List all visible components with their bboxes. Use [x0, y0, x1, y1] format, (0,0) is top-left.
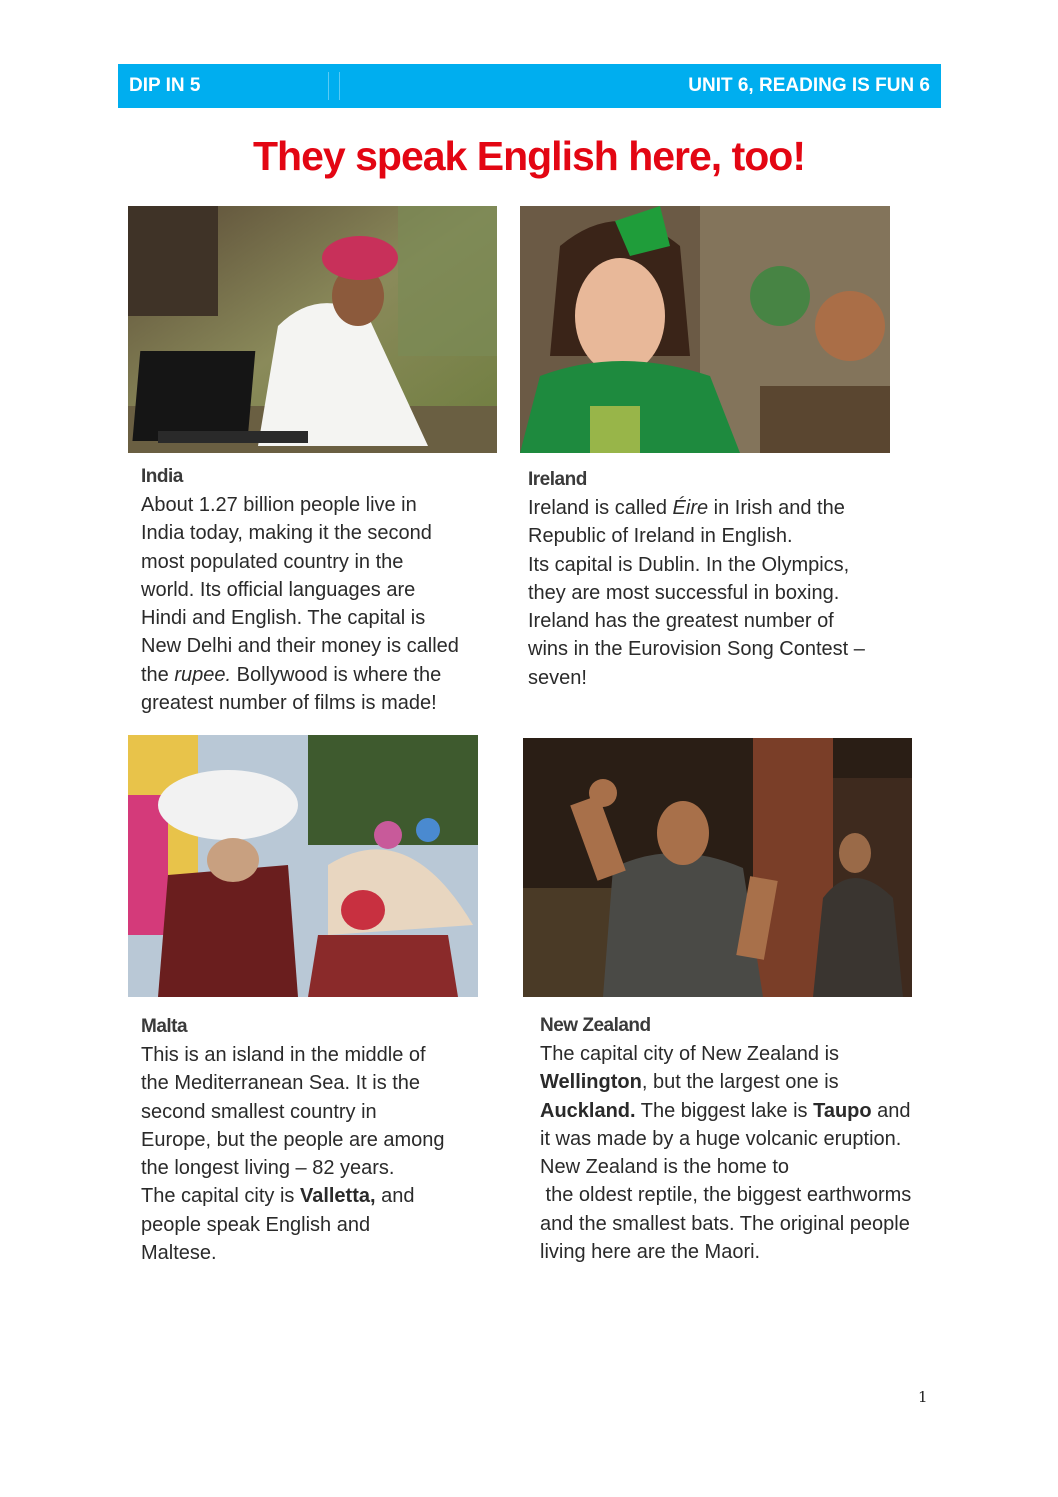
nz-wellington-bold: Wellington — [540, 1071, 642, 1094]
malta-heading: Malta — [141, 1016, 188, 1037]
new-zealand-line: it was made by a huge volcanic eruption. — [540, 1127, 902, 1150]
new-zealand-line — [540, 1097, 911, 1125]
malta-line: Europe, but the people are among — [141, 1128, 445, 1151]
india-section — [141, 463, 459, 717]
india-text: Bollywood is where the — [231, 663, 442, 686]
new-zealand-line: New Zealand is the home to — [540, 1156, 790, 1179]
malta-line — [141, 1182, 445, 1210]
india-line: greatest number of films is made! — [141, 692, 437, 715]
ireland-line: seven! — [528, 666, 587, 689]
malta-photo — [128, 735, 478, 997]
malta-valletta-bold: Valletta, — [299, 1185, 376, 1208]
india-heading: India — [141, 466, 183, 487]
india-line: About 1.27 billion people live in — [141, 494, 417, 516]
malta-line: the Mediterranean Sea. It is the — [141, 1072, 421, 1095]
new-zealand-line: living here are the Maori. — [540, 1241, 761, 1264]
page-number: 1 — [918, 1388, 928, 1406]
ireland-line — [528, 494, 865, 522]
ireland-eire-italic: Éire — [672, 497, 709, 519]
new-zealand-photo — [523, 738, 912, 997]
malta-line: people speak English and — [141, 1213, 371, 1236]
ireland-text: in Irish and the — [708, 497, 845, 519]
india-line: most populated country in the — [141, 550, 404, 573]
new-zealand-line: the oldest reptile, the biggest earthworms — [540, 1184, 912, 1207]
nz-text: and — [871, 1099, 911, 1122]
malta-text: The capital city is — [141, 1185, 300, 1208]
ireland-text: Ireland is called — [528, 497, 673, 519]
malta-line: Maltese. — [141, 1242, 217, 1265]
header-divider — [328, 72, 329, 100]
malta-text: and — [375, 1185, 415, 1208]
india-text: the — [141, 663, 175, 686]
page-title: They speak English here, too! — [253, 133, 805, 179]
new-zealand-section — [540, 1012, 911, 1266]
nz-taupo-bold: Taupo — [813, 1099, 872, 1122]
ireland-line: Its capital is Dublin. In the Olympics, — [528, 553, 850, 576]
ireland-line: Ireland has the greatest number of — [528, 610, 834, 633]
india-line: Hindi and English. The capital is — [141, 607, 426, 630]
ireland-heading: Ireland — [528, 469, 587, 490]
india-photo — [128, 206, 497, 453]
header-bar — [118, 64, 941, 108]
ireland-section — [528, 466, 865, 692]
nz-text: The biggest lake is — [635, 1099, 814, 1122]
india-line: world. Its official languages are — [141, 578, 416, 601]
ireland-line: Republic of Ireland in English. — [528, 525, 793, 548]
malta-line: the longest living – 82 years. — [141, 1157, 395, 1180]
header-series-label: DIP IN 5 — [129, 75, 201, 96]
header-unit-label: UNIT 6, READING IS FUN 6 — [688, 75, 930, 96]
nz-auckland-bold: Auckland. — [540, 1099, 636, 1122]
ireland-photo — [520, 206, 890, 453]
new-zealand-heading: New Zealand — [540, 1015, 651, 1036]
india-line: India today, making it the second — [141, 522, 432, 545]
malta-line: second smallest country in — [141, 1100, 377, 1123]
malta-line: This is an island in the middle of — [141, 1044, 426, 1066]
new-zealand-line: The capital city of New Zealand is — [540, 1043, 840, 1065]
india-rupee-italic: rupee. — [174, 663, 232, 686]
nz-text: , but the largest one is — [641, 1071, 839, 1094]
ireland-line: wins in the Eurovision Song Contest – — [528, 638, 865, 661]
header-divider — [339, 72, 340, 100]
malta-section — [141, 1013, 445, 1267]
india-line: New Delhi and their money is called — [141, 635, 459, 658]
india-line — [141, 661, 459, 689]
new-zealand-line: and the smallest bats. The original people — [540, 1212, 910, 1235]
ireland-line: they are most successful in boxing. — [528, 581, 840, 604]
new-zealand-line — [540, 1068, 911, 1096]
